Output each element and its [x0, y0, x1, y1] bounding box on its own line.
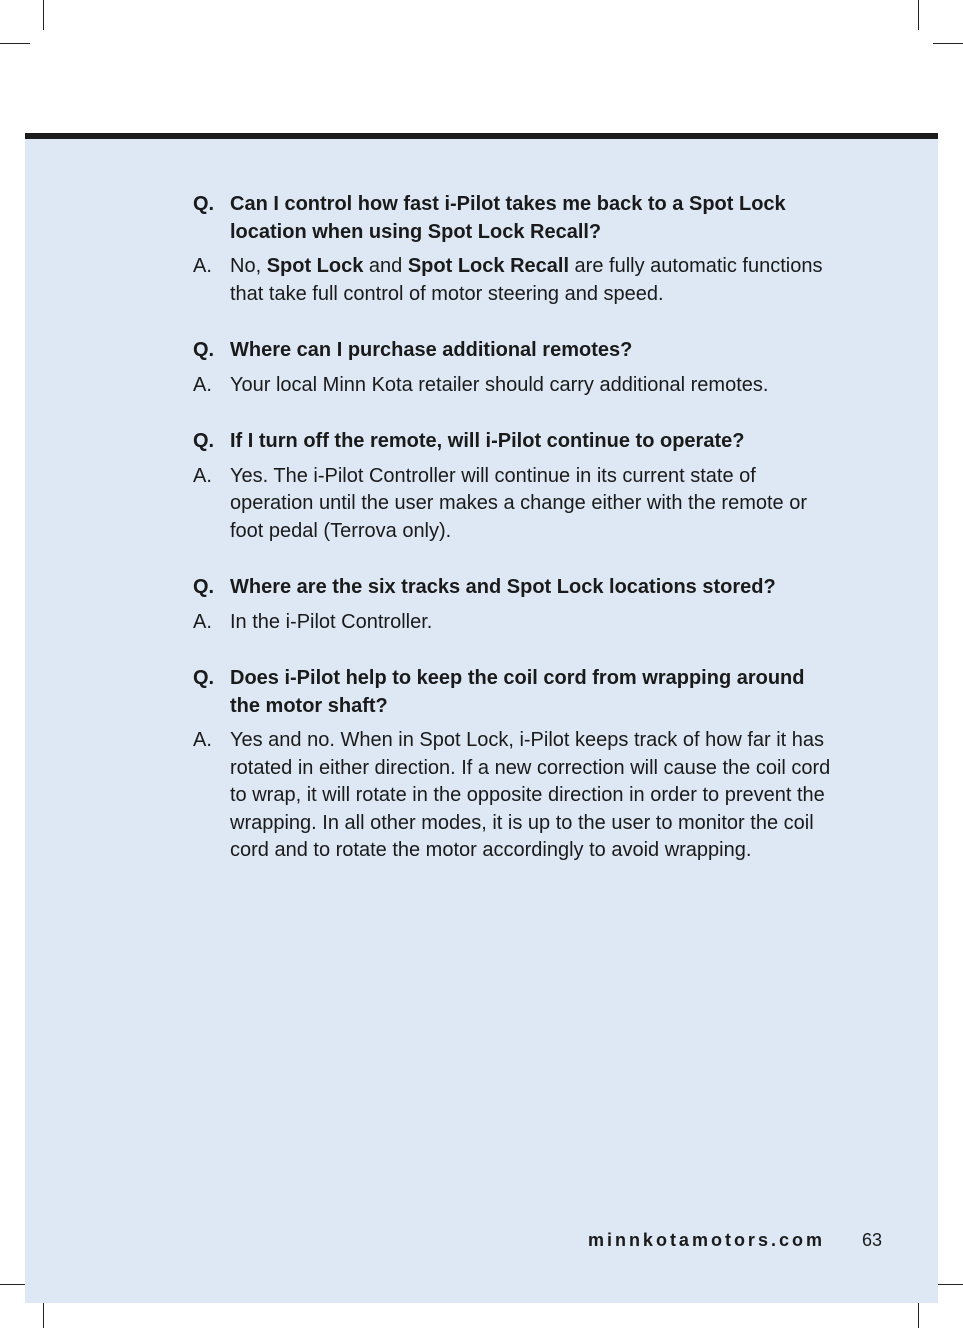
answer-row — [193, 463, 833, 546]
page-panel — [25, 133, 938, 1303]
question-row — [193, 428, 833, 456]
question-row — [193, 191, 833, 246]
answer-text: Yes and no. When in Spot Lock, i-Pilot keeps track of how far it has rotated in either direction. If a new correction will cause the coil cord to wrap, it will rotate in the opposite direction in order to prevent the wrapping. In all other modes, it is up to the user to monitor the coil cord and to rotate the motor accordingly to avoid wrapping. — [230, 729, 831, 861]
website-url: minnkotamotors.com — [587, 1230, 825, 1250]
answer-row — [193, 609, 833, 637]
answer-marker: A. — [193, 373, 212, 396]
answer-row — [193, 727, 833, 865]
answer-term-spot-lock-recall: Spot Lock Recall — [407, 255, 569, 277]
answer-fragment: No, — [230, 255, 267, 277]
faq-item — [193, 428, 833, 545]
answer-text: Your local Minn Kota retailer should carry additional remotes. — [230, 373, 769, 396]
answer-fragment: and — [363, 255, 408, 277]
question-marker: Q. — [193, 667, 215, 689]
page-number: 63 — [861, 1230, 882, 1250]
question-text: Does i-Pilot help to keep the coil cord from wrapping around the motor shaft? — [230, 667, 805, 717]
question-marker: Q. — [193, 193, 215, 215]
answer-fragment: are fully automatic functions that take full control of motor steering and speed. — [230, 255, 823, 305]
answer-row — [193, 253, 833, 308]
faq-list — [193, 191, 833, 894]
question-marker: Q. — [193, 576, 215, 598]
crop-mark — [933, 43, 963, 44]
question-text: Can I control how fast i-Pilot takes me back to a Spot Lock location when using Spot Lock Recall? — [230, 193, 786, 243]
answer-marker: A. — [193, 464, 212, 487]
answer-marker: A. — [193, 729, 212, 751]
crop-mark — [0, 43, 30, 44]
answer-text — [230, 253, 833, 308]
answer-row — [193, 372, 833, 400]
faq-item — [193, 574, 833, 636]
question-row — [193, 337, 833, 365]
answer-text: Yes. The i-Pilot Controller will continue in its current state of operation until the user makes a change either with the remote or foot pedal (Terrova only). — [230, 464, 807, 542]
page-footer — [588, 1230, 882, 1251]
question-text: Where can I purchase additional remotes? — [230, 339, 633, 361]
question-row — [193, 665, 833, 720]
question-marker: Q. — [193, 339, 215, 361]
question-text: Where are the six tracks and Spot Lock locations stored? — [230, 576, 776, 598]
answer-term-spot-lock: Spot Lock — [266, 255, 364, 277]
answer-marker: A. — [193, 610, 212, 633]
crop-mark — [918, 0, 919, 30]
answer-text: In the i-Pilot Controller. — [230, 610, 433, 633]
faq-item — [193, 191, 833, 308]
faq-item — [193, 665, 833, 865]
answer-marker: A. — [193, 255, 212, 277]
question-text: If I turn off the remote, will i-Pilot continue to operate? — [230, 430, 745, 452]
question-row — [193, 574, 833, 602]
crop-mark — [43, 0, 44, 30]
faq-item — [193, 337, 833, 399]
question-marker: Q. — [193, 430, 215, 452]
